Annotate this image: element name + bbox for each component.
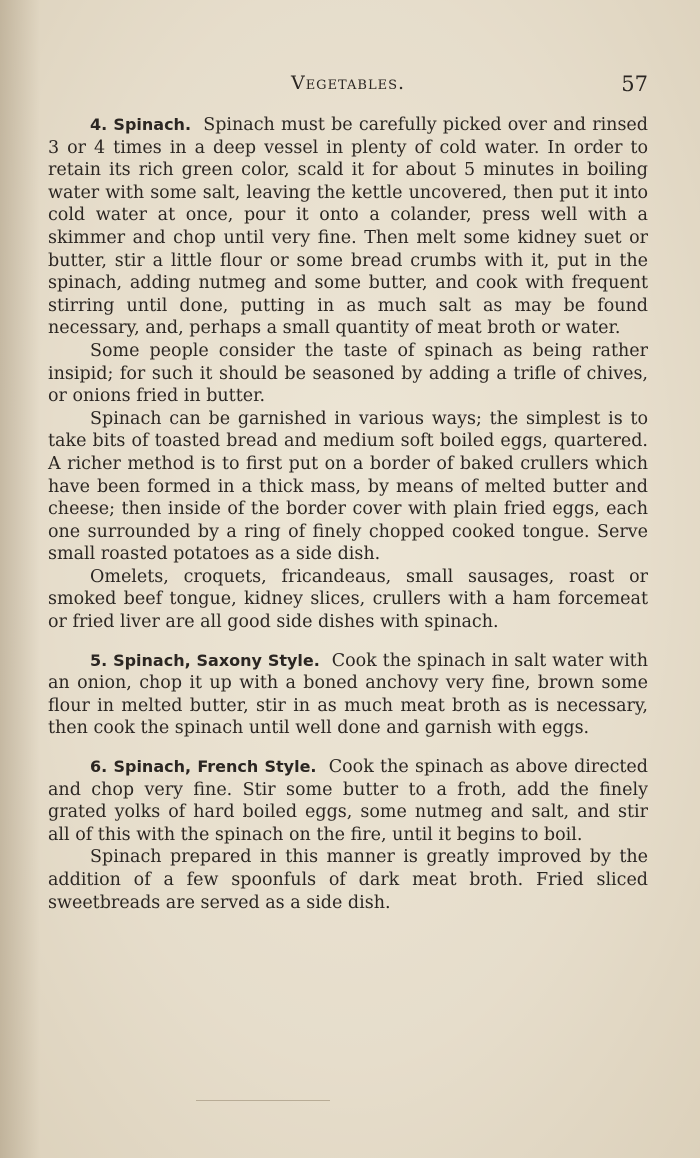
recipe-4-title: Spinach. <box>113 115 192 134</box>
recipe-4-paragraph-1 <box>48 114 648 340</box>
recipe-5-title: Spinach, Saxony Style. <box>113 650 320 670</box>
running-head: Vegetables. <box>290 72 406 94</box>
recipe-6-paragraph-2: Spinach prepared in this manner is greatly improved by the addition of a few spoonfuls of dark meat broth. Fried sliced sweetbreads are served as a side dish. <box>48 847 648 913</box>
recipe-6-number: 6. <box>90 757 108 777</box>
section-gap <box>48 634 648 650</box>
page-number: 57 <box>621 72 648 96</box>
recipe-4-paragraph-4: Omelets, croquets, fricandeaus, small sausages, roast or smoked beef tongue, kidney slices, crullers with a ham forcemeat or fried liver are all good side dishes with spinach. <box>48 566 648 633</box>
recipe-6-paragraph-1 <box>48 756 648 846</box>
recipe-4-paragraph-3: Spinach can be garnished in various ways; the simplest is to take bits of toasted bread and medium soft boiled eggs, quartered. A richer method is to first put on a border of baked crullers which have been formed in a thick mass, by means of melted butter and cheese; then inside of the border cover with plain fried eggs, each one surrounded by a ring of finely chopped cooked tongue. Serve small roasted potatoes as a side dish. <box>48 408 648 565</box>
recipe-4-text-1: Spinach must be carefully picked over and rinsed 3 or 4 times in a deep vessel in plenty of cold water. In order to retain its rich green color, scald it for about 5 minutes in boiling water with some salt, leaving the kettle uncovered, then put it into cold water at once, pour it onto a colander, press well with a skimmer and chop until very fine. Then melt some kidney suet or butter, stir a little flour or some bread crumbs with it, put in the spinach, adding nutmeg and some butter, and cook with frequent stirring until done, putting in as much salt as may be found necessary, and, perhaps a small quantity of meat broth or water. <box>48 115 648 339</box>
recipe-6-text-1: Cook the spinach as above directed and chop very fine. Stir some butter to a froth, add the finely grated yolks of hard boiled eggs, some nutmeg and salt, and stir all of this with the spinach on the fire, until it begins to boil. <box>48 757 648 845</box>
footer-rule <box>196 1100 330 1101</box>
section-gap <box>48 740 648 756</box>
recipe-5-paragraph-1 <box>48 650 648 740</box>
page-body <box>48 114 648 914</box>
recipe-5-number: 5. <box>90 650 108 670</box>
recipe-4-number: 4. <box>90 115 108 134</box>
recipe-5-text-1: Cook the spinach in salt water with an onion, chop it up with a boned anchovy very fine, brown some flour in melted butter, stir in as much meat broth as is necessary, then cook the spinach until well done and garnish with eggs. <box>48 650 648 739</box>
page-header <box>48 72 648 102</box>
recipe-6-title: Spinach, French Style. <box>113 757 317 777</box>
recipe-4-paragraph-2: Some people consider the taste of spinach as being rather insipid; for such it should be seasoned by adding a trifle of chives, or onions fried in butter. <box>48 340 648 407</box>
